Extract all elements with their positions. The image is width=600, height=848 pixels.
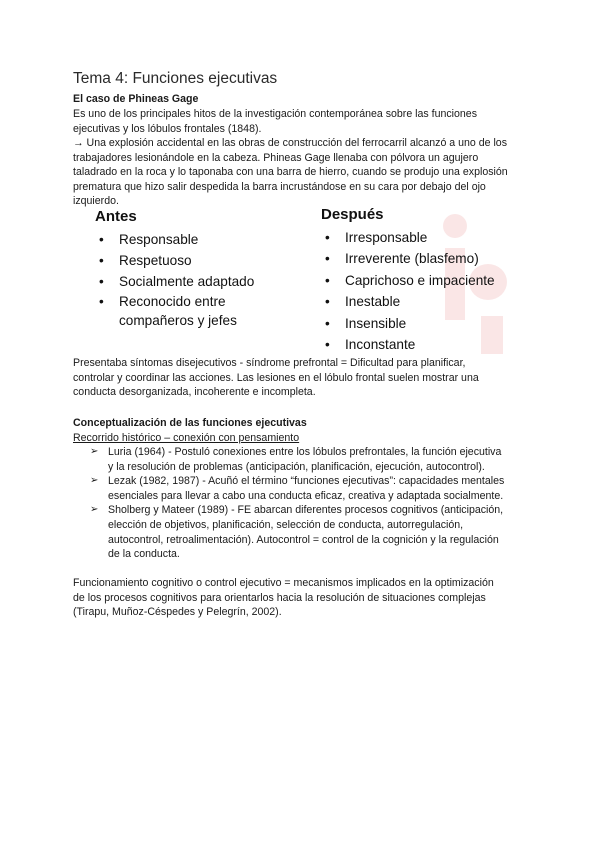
history-list	[90, 445, 530, 562]
text-line: prematura que hizo salir despedida la barra incrustándose en su cara por debajo del ojo	[73, 180, 486, 193]
page-title: Tema 4: Funciones ejecutivas	[73, 70, 278, 87]
after-heading: Después	[321, 206, 384, 223]
text-line: controlar y coordinar las acciones. Las lesiones en el lóbulo frontal suelen mostrar una	[73, 371, 479, 384]
text-line: → Una explosión accidental en las obras de construcción del ferrocarril alcanzó a uno de los	[73, 137, 507, 149]
text-line: conducta desorganizada, incoherente e incompleta.	[73, 386, 316, 399]
text-line: izquierdo.	[73, 195, 119, 208]
arrowhead-bullet-icon: ➢	[90, 446, 99, 457]
before-heading: Antes	[95, 208, 137, 225]
after-list	[321, 227, 495, 354]
list-item-luria: ➢ Luria (1964) - Postuló conexiones entre los lóbulos prefrontales, la función ejecutiva y la resolución de problemas (anticipación, planificación, ejecución, autocontrol).	[90, 446, 502, 473]
subheading-recorrido: Recorrido histórico – conexión con pensamiento	[73, 432, 300, 444]
list-item: • Insensible	[325, 315, 407, 331]
list-item: • Caprichoso e impaciente	[325, 272, 495, 288]
text-line: Es uno de los principales hitos de la investigación contemporánea sobre las funciones	[73, 108, 477, 120]
text-line: Presentaba síntomas disejecutivos - síndrome prefrontal = Dificultad para planificar,	[73, 357, 466, 369]
text-line: de los procesos cognitivos para orientarlos hacia la resolución de situaciones complejas	[73, 591, 486, 604]
closing-paragraph	[73, 576, 533, 620]
arrowhead-bullet-icon: ➢	[90, 475, 99, 487]
list-item: • Irreverente (blasfemo)	[325, 251, 479, 267]
text-line: (Tirapu, Muñoz-Céspedes y Pelegrín, 2002).	[73, 606, 282, 619]
list-item: • Socialmente adaptado	[99, 274, 255, 289]
section-heading-conceptualizacion: Conceptualización de las funciones ejecutivas	[73, 417, 307, 429]
symptoms-paragraph	[73, 356, 533, 400]
list-item: • Irresponsable	[325, 230, 428, 245]
text-line: taladrado en la roca y lo taponaba con una barra de hierro, cuando se produjo una explosión	[73, 166, 508, 179]
list-item: • Responsable	[99, 232, 199, 247]
list-item-sholberg: ➢ Sholberg y Mateer (1989) - FE abarcan diferentes procesos cognitivos (anticipación, elección de objetivos, planificación, selección de conducta, autorregulación, autocontrol, retroalimentación). Autocontrol = control de la cognición y la regulación de la conducta.	[90, 504, 504, 561]
text-line: ejecutivas y los lóbulos frontales (1848).	[73, 122, 262, 135]
section-heading-phineas-gage: El caso de Phineas Gage	[73, 93, 199, 105]
before-list	[95, 229, 254, 330]
list-item: • Reconocido entre	[99, 294, 226, 309]
list-item: • Inconstante	[325, 337, 416, 353]
list-item: • Respetuoso	[99, 253, 192, 268]
after-column	[321, 206, 495, 354]
arrowhead-bullet-icon: ➢	[90, 504, 99, 516]
text-line: Funcionamiento cognitivo o control ejecutivo = mecanismos implicados en la optimización	[73, 577, 494, 589]
text-line: trabajadores lesionándole en la cabeza. Phineas Gage llenaba con pólvora un agujero	[73, 151, 479, 164]
list-item-lezak: ➢ Lezak (1982, 1987) - Acuñó el término “funciones ejecutivas”: capacidades mentales esenciales para llevar a cabo una conducta eficaz, creativa y adaptada socialmente.	[90, 475, 505, 502]
intro-paragraph	[73, 107, 533, 136]
before-column	[95, 208, 254, 330]
accident-paragraph	[73, 136, 533, 209]
list-item: • Inestable	[325, 294, 401, 310]
before-after-figure	[73, 204, 525, 354]
list-item-continuation: compañeros y jefes	[119, 313, 237, 328]
